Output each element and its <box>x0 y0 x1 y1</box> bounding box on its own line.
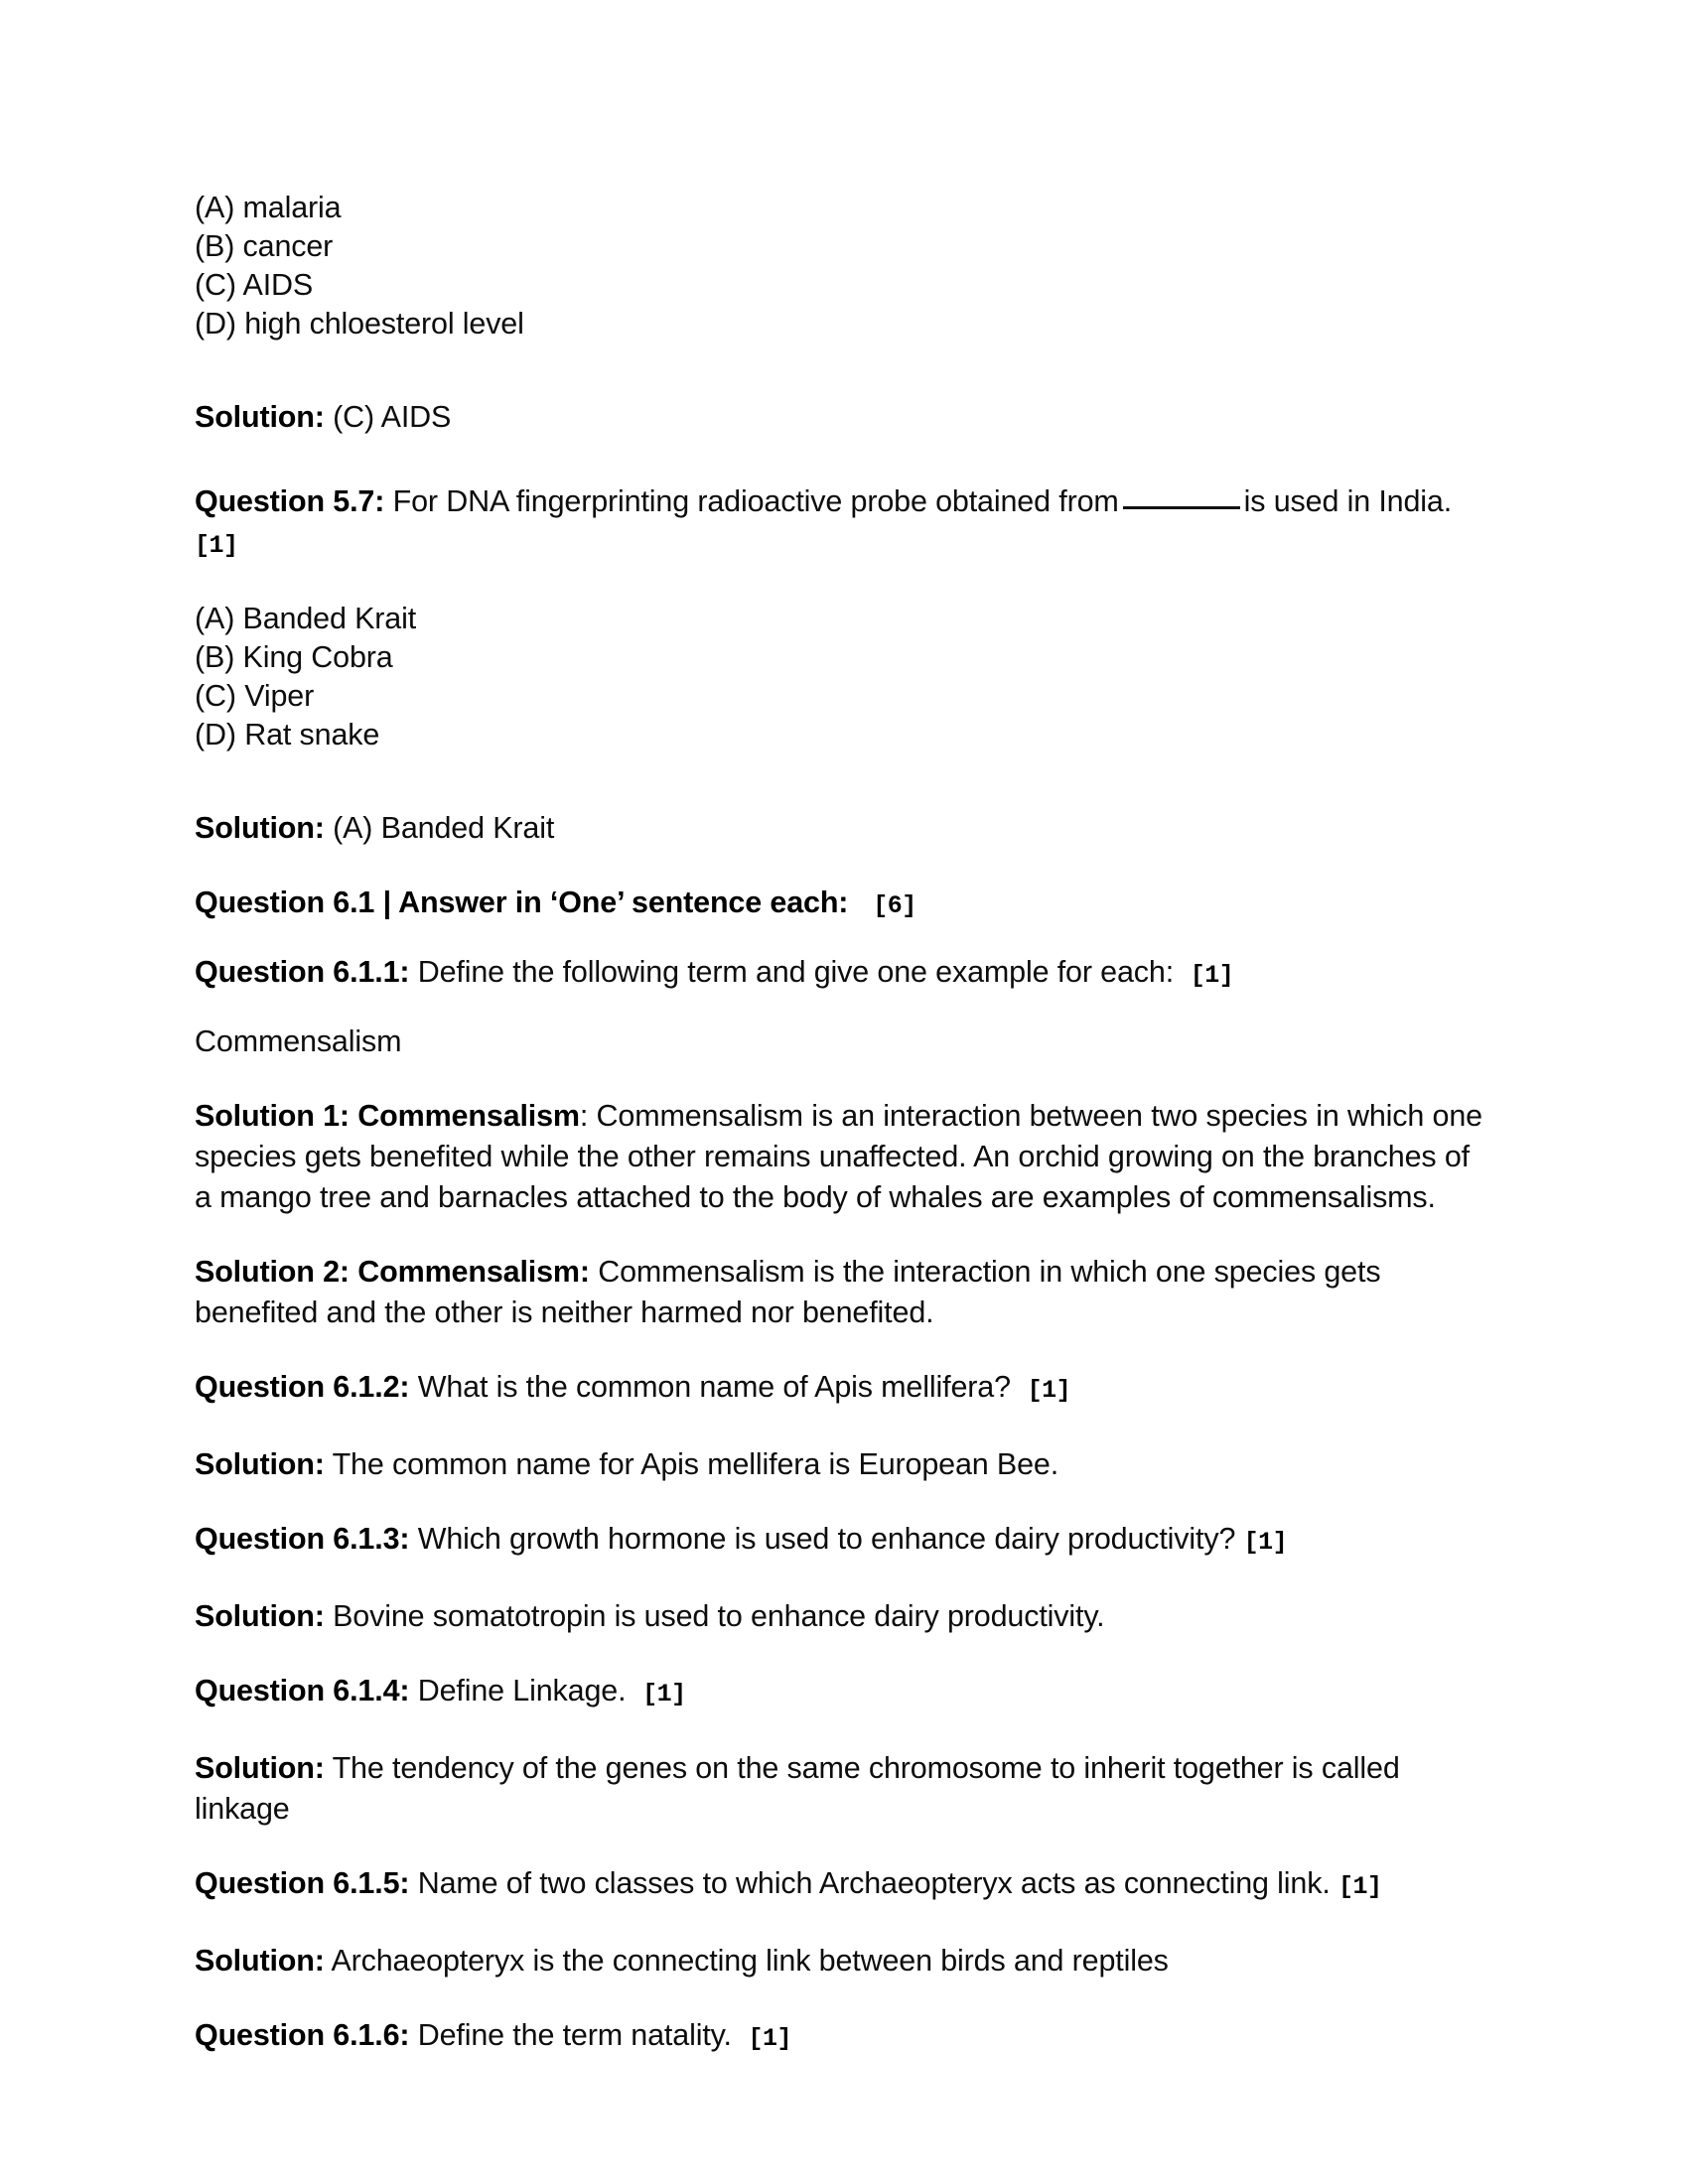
question-6-1-4 <box>195 1671 1485 1714</box>
question-text: Define the following term and give one example for each: <box>417 955 1175 989</box>
question-text: Define the term natality. <box>417 2018 732 2052</box>
spacer <box>195 1218 1485 1252</box>
list-item: (B) King Cobra <box>195 640 393 674</box>
solution-q612 <box>195 1444 1485 1485</box>
spacer <box>195 438 1485 481</box>
spacer <box>195 1637 1485 1671</box>
question-6-1-1 <box>195 952 1485 996</box>
question-text: Name of two classes to which Archaeopteryx acts as connecting link. <box>417 1866 1331 1900</box>
solution-text: (C) AIDS <box>333 400 452 434</box>
solution-text: Bovine somatotropin is used to enhance dairy productivity. <box>333 1599 1105 1633</box>
list-item: (D) high chloesterol level <box>195 307 524 341</box>
solution-1-commensalism <box>195 1096 1485 1218</box>
question-label: Question 6.1.2: <box>195 1370 410 1404</box>
question-6-1-3 <box>195 1519 1485 1563</box>
solution-label: Solution: <box>195 1447 325 1481</box>
spacer <box>195 1062 1485 1096</box>
question-text: What is the common name of Apis mellifera? <box>417 1370 1011 1404</box>
spacer <box>195 996 1485 1022</box>
marks-badge: [1] <box>1338 1872 1382 1901</box>
question-label: Question 5.7: <box>195 484 385 518</box>
question-label: Question 6.1.4: <box>195 1674 410 1707</box>
marks-badge: [1] <box>1027 1376 1071 1405</box>
option-list-q56 <box>195 189 1485 343</box>
spacer <box>195 1411 1485 1444</box>
list-item: (B) cancer <box>195 229 334 263</box>
solution-q613 <box>195 1596 1485 1637</box>
solution-q615 <box>195 1941 1485 1981</box>
spacer <box>195 1981 1485 2015</box>
fill-in-blank <box>1123 486 1240 509</box>
solution-q614 <box>195 1748 1485 1830</box>
solution-q57 <box>195 808 1485 849</box>
solution-text: The common name for Apis mellifera is European Bee. <box>332 1447 1059 1481</box>
list-item: (C) Viper <box>195 679 315 713</box>
document-content <box>195 189 1485 2059</box>
solution-label: Solution: <box>195 1751 325 1785</box>
spacer <box>195 343 1485 397</box>
marks-badge: [1] <box>748 2024 791 2053</box>
solution-text: (A) Banded Krait <box>333 811 555 845</box>
section-heading-label: Question 6.1 | Answer in ‘One’ sentence each: <box>195 886 849 919</box>
question-6-1-5 <box>195 1863 1485 1907</box>
solution-label: Solution: <box>195 400 325 434</box>
question-6-1-2 <box>195 1367 1485 1411</box>
marks-badge: [1] <box>1190 961 1234 990</box>
marks-badge: [1] <box>195 531 238 560</box>
spacer <box>195 1714 1485 1748</box>
list-item: (C) AIDS <box>195 268 314 302</box>
solution-text: : Commensalism is an interaction between two species in which one species gets benefited while the other remains unaffected. An orchid growing on the branches of a mango tree and barnacles attached to the body of whales are examples of commensalisms. <box>195 1099 1482 1214</box>
question-label: Question 6.1.5: <box>195 1866 410 1900</box>
spacer <box>195 849 1485 883</box>
question-6-1-heading <box>195 883 1485 926</box>
question-6-1-6 <box>195 2015 1485 2059</box>
solution-label: Solution 1: Commensalism <box>195 1099 580 1133</box>
solution-label: Solution: <box>195 1599 325 1633</box>
solution-2-commensalism <box>195 1252 1485 1333</box>
list-item: (A) Banded Krait <box>195 602 417 635</box>
question-text: Define Linkage. <box>417 1674 627 1707</box>
marks-badge: [1] <box>1243 1528 1288 1557</box>
spacer <box>195 1907 1485 1941</box>
question-text-before-blank: For DNA fingerprinting radioactive probe obtained from <box>392 484 1119 518</box>
spacer <box>195 566 1485 600</box>
list-item: (D) Rat snake <box>195 718 380 751</box>
question-text: Which growth hormone is used to enhance dairy productivity? <box>417 1522 1236 1556</box>
solution-text: Archaeopteryx is the connecting link between birds and reptiles <box>331 1944 1169 1978</box>
spacer <box>195 926 1485 952</box>
solution-label: Solution 2: Commensalism: <box>195 1255 590 1289</box>
question-5-7 <box>195 481 1485 566</box>
option-list-q57 <box>195 600 1485 754</box>
question-label: Question 6.1.1: <box>195 955 410 989</box>
spacer <box>195 1333 1485 1367</box>
solution-label: Solution: <box>195 811 325 845</box>
spacer <box>195 1563 1485 1596</box>
spacer <box>195 754 1485 808</box>
list-item: (A) malaria <box>195 191 342 224</box>
question-label: Question 6.1.6: <box>195 2018 410 2052</box>
spacer <box>195 1485 1485 1519</box>
solution-label: Solution: <box>195 1944 325 1978</box>
solution-text: The tendency of the genes on the same chromosome to inherit together is called linkage <box>195 1751 1400 1826</box>
question-label: Question 6.1.3: <box>195 1522 410 1556</box>
marks-badge: [6] <box>873 891 916 920</box>
solution-text: Commensalism is the interaction in which one species gets benefited and the other is neither harmed nor benefited. <box>195 1255 1381 1329</box>
marks-badge: [1] <box>642 1680 686 1708</box>
question-text-after-blank: is used in India. <box>1243 484 1453 518</box>
spacer <box>195 1830 1485 1863</box>
question-6-1-1-term: Commensalism <box>195 1024 402 1058</box>
solution-q56 <box>195 397 1485 438</box>
